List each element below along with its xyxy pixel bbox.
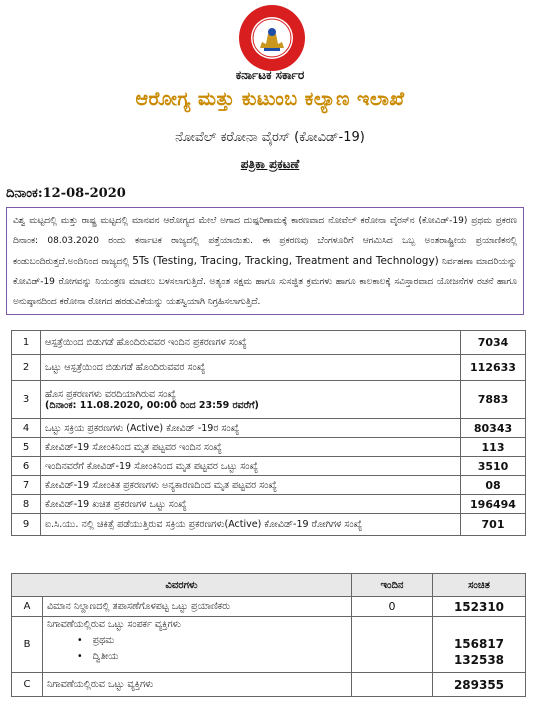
row-label: ಐ.ಸಿ.ಯು. ನಲ್ಲಿ ಚಿಕಿತ್ಸೆ ಪಡೆಯುತ್ತಿರುವ ಸಕ್ರಿಯ ಪ್ರಕರಣಗಳು(Active) ಕೋವಿಡ್-19 ರೋಗಿಗಳ ಸಂಖ್ಯೆ — [41, 514, 461, 536]
row-letter: A — [12, 597, 43, 617]
row-number: 7 — [12, 476, 41, 495]
row-value: 7034 — [461, 331, 526, 355]
row-value: 3510 — [461, 457, 526, 476]
row-value: 08 — [461, 476, 526, 495]
cumulative-second: 132538 — [453, 653, 505, 667]
row-label: ಕೋವಿಡ್-19 ಸೋಂಕಿನಿಂದ ಮೃತ ಪಟ್ಟವರ ಇಂದಿನ ಸಂಖ್ಯೆ — [41, 438, 461, 457]
row-cumulative — [433, 617, 526, 673]
row-label: ವಿಮಾನ ನಿಲ್ದಾಣದಲ್ಲಿ ತಪಾಸಣೆಗೊಳಪಟ್ಟ ಒಟ್ಟು ಪ್ರಯಾಣಿಕರು — [43, 597, 352, 617]
table-row — [12, 381, 526, 419]
table-row — [12, 514, 526, 536]
row-label: ನಿಗಾವಣೆಯಲ್ಲಿರುವ ಒಟ್ಟು ವ್ಯಕ್ತಿಗಳು — [43, 673, 352, 697]
list-item: • ದ್ವಿತೀಯ — [77, 651, 347, 662]
row-label: ಇಂದಿನವರೆಗೆ ಕೋವಿಡ್-19 ಸೋಂಕಿನಿಂದ ಮೃತ ಪಟ್ಟವರ ಒಟ್ಟು ಸಂಖ್ಯೆ — [41, 457, 461, 476]
table-row — [12, 457, 526, 476]
row-label: ಒಟ್ಟು ಆಸ್ಪತ್ರೆಯಿಂದ ಬಿಡುಗಡೆ ಹೊಂದಿರುವವರ ಸಂಖ್ಯೆ — [41, 355, 461, 381]
summary-table — [11, 573, 526, 697]
cumulative-first: 156817 — [453, 637, 505, 651]
row-label — [43, 617, 352, 673]
intro-text-en: 5Ts (Testing, Tracing, Tracking, Treatment and Technology) — [132, 255, 439, 267]
row-number: 5 — [12, 438, 41, 457]
row-today: 0 — [352, 597, 433, 617]
government-label: ಕರ್ನಾಟಕ ಸರ್ಕಾರ — [235, 68, 305, 82]
table-row — [12, 597, 526, 617]
date-value: 12-08-2020 — [42, 186, 126, 201]
table-row — [12, 617, 526, 673]
table-row — [12, 673, 526, 697]
row-label-sub: (ದಿನಾಂಕ: 11.08.2020, 00:00 ರಿಂದ 23:59 ರವರೆಗೆ) — [45, 399, 259, 411]
department-title: ಆರೋಗ್ಯ ಮತ್ತು ಕುಟುಂಬ ಕಲ್ಯಾಣ ಇಲಾಖೆ — [135, 88, 405, 110]
table-row — [12, 331, 526, 355]
subject-heading: ನೋವೆಲ್ ಕರೋನಾ ವೈರಸ್ (ಕೋವಿಡ್-19) — [175, 130, 365, 145]
row-letter: B — [12, 617, 43, 673]
row-number: 4 — [12, 419, 41, 438]
row-number: 9 — [12, 514, 41, 536]
header-today: ಇಂದಿನ — [352, 574, 433, 597]
row-cumulative: 289355 — [433, 673, 526, 697]
table-row — [12, 419, 526, 438]
row-label-main: ನಿಗಾವಣೆಯಲ್ಲಿರುವ ಒಟ್ಟು ಸಂಪರ್ಕ ವ್ಯಕ್ತಿಗಳು — [47, 619, 181, 630]
summary-header-row — [12, 574, 526, 597]
row-today — [352, 617, 433, 673]
intro-text-2: ನಿರ್ವಹಣಾ ಮಾದರಿಯನ್ನು ಕೋವಿಡ್-19 ರೋಗವನ್ನು ನಿಯಂತ್ರಣ ಮಾಡಲು ಬಳಸಲಾಗುತ್ತಿದೆ. ಅತ್ಯಂತ ಸಕ್ಷಮ ಹಾಗೂ ಸುಸಜ್ಜಿತ ಕ್ರಮಗಳು ಹಾಗೂ ಕಾಲಕಾಲಕ್ಕೆ ಸವಿಸ್ತಾರವಾದ ಯೋಜನೆಗಳ ರಚನೆ ಹಾಗೂ ಅನುಷ್ಠಾನದಿಂದ ಕರೋನಾ ರೋಗದ ಹರಡುವಿಕೆಯನ್ನು ಯಶಸ್ವಿಯಾಗಿ ನಿಗ್ರಹಿಸಲಾಗುತ್ತಿದೆ. — [13, 257, 517, 307]
intro-text-1: ವಿಶ್ವ ಮಟ್ಟದಲ್ಲಿ ಮತ್ತು ರಾಷ್ಟ್ರ ಮಟ್ಟದಲ್ಲಿ ಮಾನವನ ಆರೋಗ್ಯದ ಮೇಲೆ ಅಗಾದ ದುಷ್ಪರಿಣಾಮಕ್ಕೆ ಕಾರಣವಾದ ನೋವೆಲ್ ಕರೋನಾ ವೈರಸ್‌ನ (ಕೋವಿಡ್-19) ಪ್ರಥಮ ಪ್ರಕರಣ ದಿನಾಂಕ: 08.03.2020 ರಂದು ಕರ್ನಾಟಕ ರಾಜ್ಯದಲ್ಲಿ ಪತ್ತೆಯಾಯಿತು. ಈ ಪ್ರಕರಣವು ಬೆಂಗಳೂರಿಗೆ ಆಗಮಿಸಿದ ಒಬ್ಬ ಅಂತರಾಷ್ಟ್ರೀಯ ಪ್ರಯಾಣಿಕನಲ್ಲಿ ಕಂಡುಬಂದಿರುತ್ತದೆ.ಅಂದಿನಿಂದ ರಾಜ್ಯದಲ್ಲಿ — [13, 216, 517, 267]
row-cumulative: 152310 — [433, 597, 526, 617]
press-release-heading: ಪತ್ರಿಕಾ ಪ್ರಕಟಣೆ — [240, 157, 300, 171]
header-details: ವಿವರಗಳು — [12, 574, 352, 597]
row-today — [352, 673, 433, 697]
karnataka-emblem-icon — [238, 4, 306, 72]
row-label: ಆಸ್ಪತ್ರೆಯಿಂದ ಬಿಡುಗಡೆ ಹೊಂದಿರುವವರ ಇಂದಿನ ಪ್ರಕರಣಗಳ ಸಂಖ್ಯೆ — [41, 331, 461, 355]
row-value: 196494 — [461, 495, 526, 514]
table-row — [12, 476, 526, 495]
table-row — [12, 495, 526, 514]
row-number: 2 — [12, 355, 41, 381]
row-label-main: ಹೊಸ ಪ್ರಕರಣಗಳು ವರದಿಯಾಗಿರುವ ಸಂಖ್ಯೆ — [45, 388, 176, 400]
row-label: ಕೋವಿಡ್-19 ಸೋಂಕಿತ ಪ್ರಕರಣಗಳು ಅನ್ಯಕಾರಣದಿಂದ ಮೃತ ಪಟ್ಟವರ ಸಂಖ್ಯೆ — [41, 476, 461, 495]
row-value: 80343 — [461, 419, 526, 438]
table-row — [12, 355, 526, 381]
date-line — [6, 186, 126, 201]
row-value: 701 — [461, 514, 526, 536]
row-letter: C — [12, 673, 43, 697]
table-row — [12, 438, 526, 457]
row-value: 112633 — [461, 355, 526, 381]
row-value: 7883 — [461, 381, 526, 419]
row-value: 113 — [461, 438, 526, 457]
row-number: 6 — [12, 457, 41, 476]
row-label — [41, 381, 461, 419]
header-cumulative: ಸಂಚಿತ — [433, 574, 526, 597]
intro-paragraph — [6, 207, 524, 315]
row-number: 3 — [12, 381, 41, 419]
list-item: • ಪ್ರಥಮ — [77, 635, 347, 646]
row-number: 1 — [12, 331, 41, 355]
stats-table — [11, 330, 526, 536]
date-label: ದಿನಾಂಕ: — [6, 186, 43, 201]
row-label: ಒಟ್ಟು ಸಕ್ರಿಯ ಪ್ರಕರಣಗಳು (Active) ಕೋವಿಡ್ -19ರ ಸಂಖ್ಯೆ — [41, 419, 461, 438]
row-label: ಕೋವಿಡ್-19 ಖಚಿತ ಪ್ರಕರಣಗಳ ಒಟ್ಟು ಸಂಖ್ಯೆ — [41, 495, 461, 514]
row-number: 8 — [12, 495, 41, 514]
